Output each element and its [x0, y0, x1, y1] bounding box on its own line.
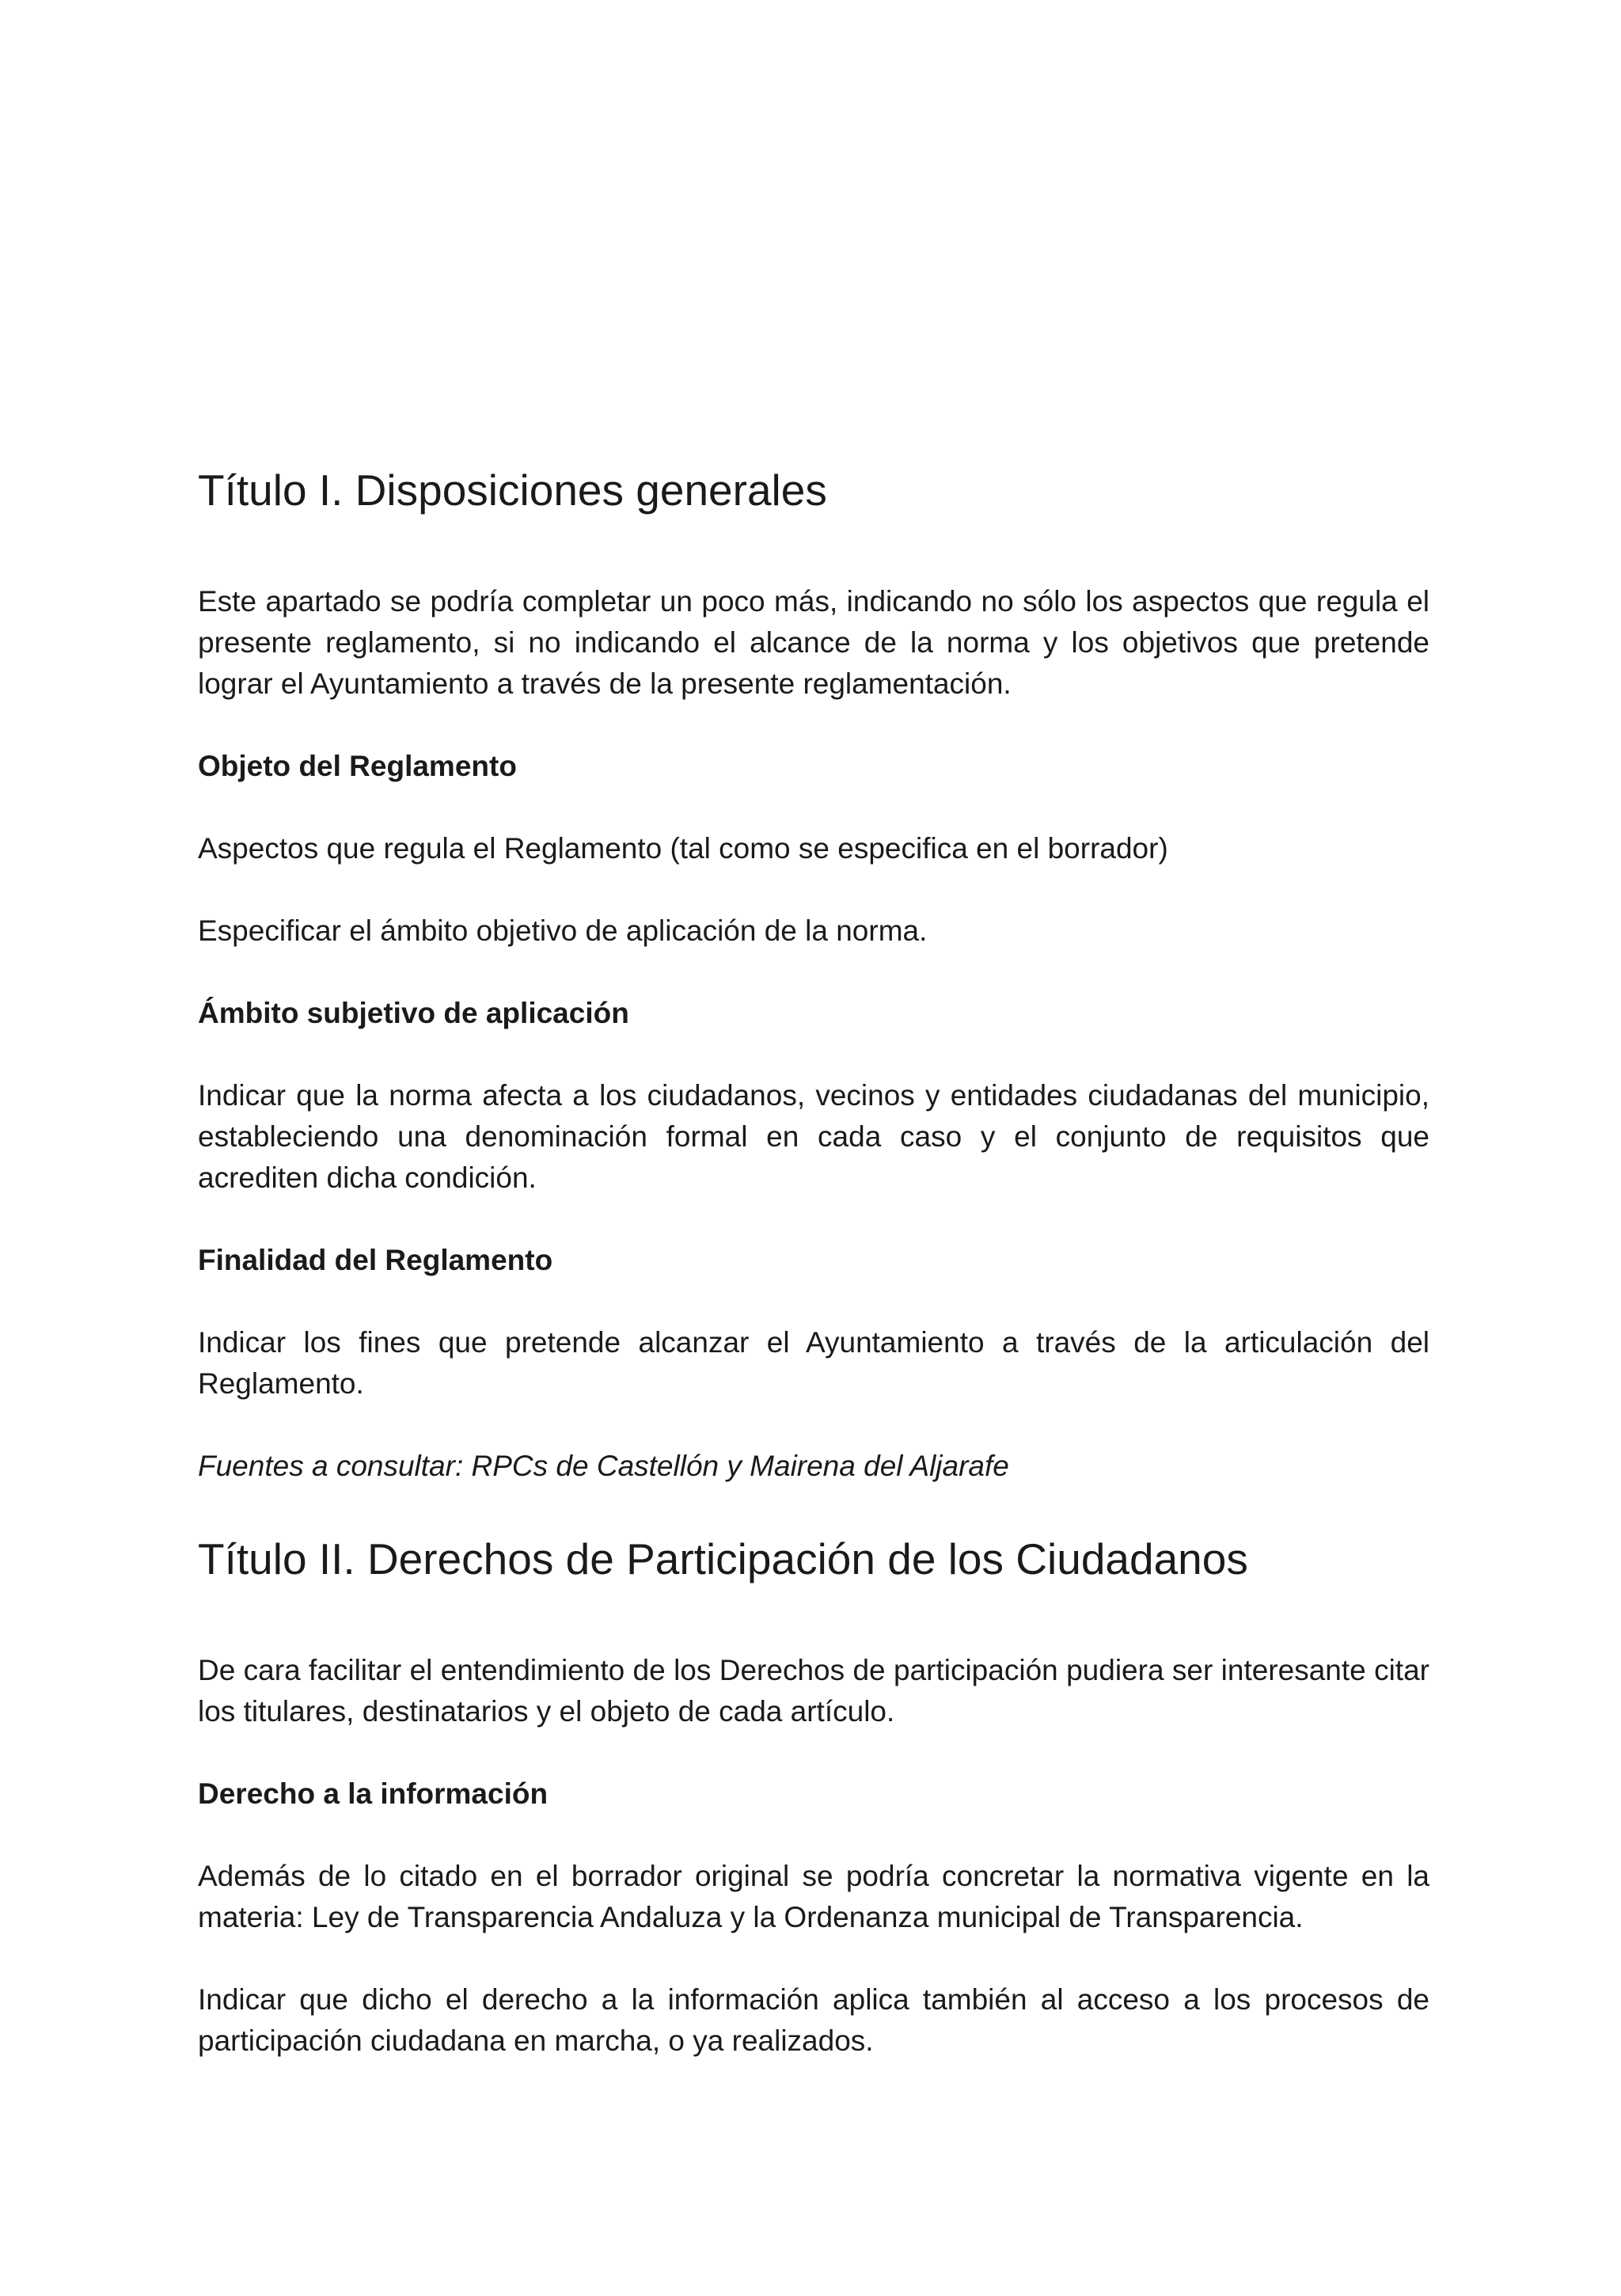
ambito-heading: Ámbito subjetivo de aplicación — [198, 997, 629, 1029]
section2-intro-paragraph: De cara facilitar el entendimiento de los Derechos de participación pudiera ser interesante citar los titulares, destinatarios y el objeto de cada artículo. — [198, 1654, 1429, 1728]
objeto-heading: Objeto del Reglamento — [198, 750, 517, 782]
section1-intro-paragraph: Este apartado se podría completar un poco más, indicando no sólo los aspectos que regula el presente reglamento, si no indicando el alcance de la norma y los objetivos que pretende lograr el Ayuntamiento a través de la presente reglamentación. — [198, 585, 1429, 700]
section-title-1: Título I. Disposiciones generales — [198, 466, 827, 515]
finalidad-paragraph: Indicar los fines que pretende alcanzar el Ayuntamiento a través de la articulación del Reglamento. — [198, 1326, 1429, 1400]
objeto-paragraph-2: Especificar el ámbito objetivo de aplicación de la norma. — [198, 914, 928, 947]
ambito-paragraph: Indicar que la norma afecta a los ciudadanos, vecinos y entidades ciudadanas del municipio, estableciendo una denominación formal en cada caso y el conjunto de requisitos que acrediten dicha condición. — [198, 1079, 1429, 1194]
derecho-paragraph-2: Indicar que dicho el derecho a la información aplica también al acceso a los procesos de participación ciudadana en marcha, o ya realizados. — [198, 1983, 1429, 2057]
derecho-paragraph-1: Además de lo citado en el borrador original se podría concretar la normativa vigente en la materia: Ley de Transparencia Andaluza y la Ordenanza municipal de Transparencia. — [198, 1860, 1429, 1933]
objeto-paragraph-1: Aspectos que regula el Reglamento (tal como se especifica en el borrador) — [198, 832, 1168, 865]
fuentes-note: Fuentes a consultar: RPCs de Castellón y Mairena del Aljarafe — [198, 1450, 1009, 1482]
finalidad-heading: Finalidad del Reglamento — [198, 1244, 553, 1276]
derecho-informacion-heading: Derecho a la información — [198, 1777, 549, 1810]
section-title-2: Título II. Derechos de Participación de los Ciudadanos — [198, 1534, 1248, 1583]
